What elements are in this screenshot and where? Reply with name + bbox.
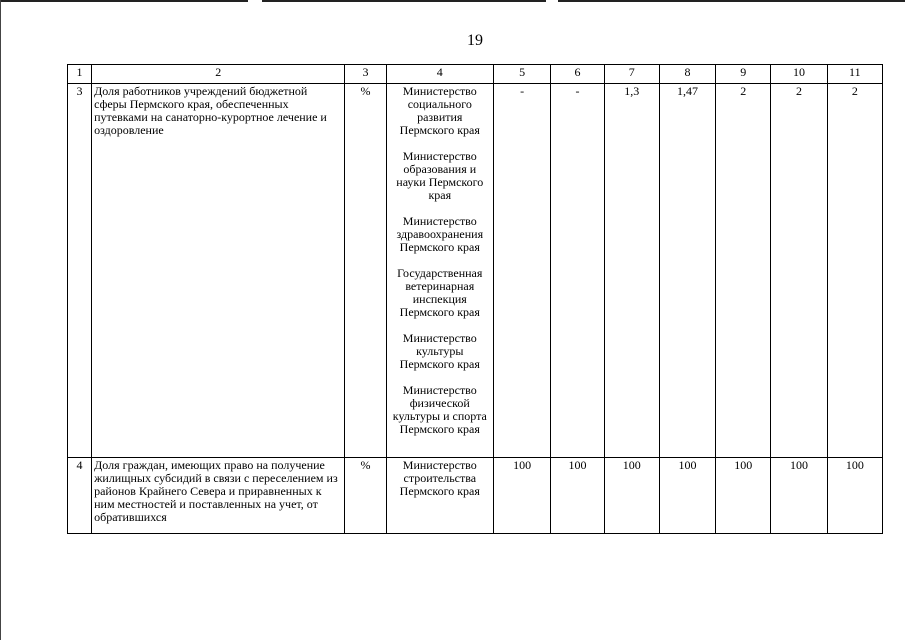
col-header: 10 (771, 65, 827, 84)
row-number: 4 (68, 458, 92, 534)
top-rule (0, 0, 905, 2)
col-header: 5 (494, 65, 551, 84)
top-rule-gap (248, 0, 262, 2)
value-cell: 100 (771, 458, 827, 534)
value-cell: 100 (716, 458, 771, 534)
table-row (68, 84, 883, 458)
responsible-org: Министерство культуры Пермского края (399, 331, 480, 371)
value-cell: 100 (827, 458, 882, 534)
value-cell: 2 (716, 84, 771, 458)
row-number: 3 (68, 84, 92, 458)
responsible-cell (386, 84, 494, 458)
value-cell: 1,3 (604, 84, 659, 458)
responsible-org: Министерство строительства Пермского края (399, 458, 480, 498)
table-row (68, 458, 883, 534)
col-header: 8 (659, 65, 715, 84)
value-cell: 100 (659, 458, 715, 534)
col-header: 6 (551, 65, 604, 84)
value-cell: 2 (771, 84, 827, 458)
top-rule-gap (546, 0, 558, 2)
unit: % (345, 458, 386, 534)
value-cell: 100 (494, 458, 551, 534)
scan-edge (0, 0, 1, 640)
responsible-org: Министерство здравоохранения Пермского края (396, 214, 484, 254)
responsible-org: Государственная ветеринарная инспекция Пермского края (397, 266, 483, 319)
indicators-table (67, 64, 883, 534)
value-cell: 100 (551, 458, 604, 534)
col-header: 11 (827, 65, 882, 84)
value-cell: 2 (827, 84, 882, 458)
value-cell: - (551, 84, 604, 458)
col-header: 3 (345, 65, 386, 84)
col-header: 4 (386, 65, 494, 84)
value-cell: 1,47 (659, 84, 715, 458)
responsible-org: Министерство социального развития Пермского края (399, 84, 480, 137)
indicator-name: Доля работников учреждений бюджетной сферы Пермского края, обеспеченных путевками на санаторно-курортное лечение и оздоровление (92, 84, 345, 458)
col-header: 1 (68, 65, 92, 84)
value-cell: - (494, 84, 551, 458)
value-cell: 100 (604, 458, 659, 534)
unit: % (345, 84, 386, 458)
page-number: 19 (467, 32, 483, 49)
col-header: 2 (92, 65, 345, 84)
responsible-org: Министерство физической культуры и спорта Пермского края (392, 383, 487, 436)
responsible-cell (386, 458, 494, 534)
col-header: 7 (604, 65, 659, 84)
responsible-org: Министерство образования и науки Пермского края (396, 149, 484, 202)
col-header: 9 (716, 65, 771, 84)
header-row (68, 65, 883, 84)
indicator-name: Доля граждан, имеющих право на получение жилищных субсидий в связи с переселением из районов Крайнего Севера и приравненных к ним местностей и поставленных на учет, от обратившихся (92, 458, 345, 534)
